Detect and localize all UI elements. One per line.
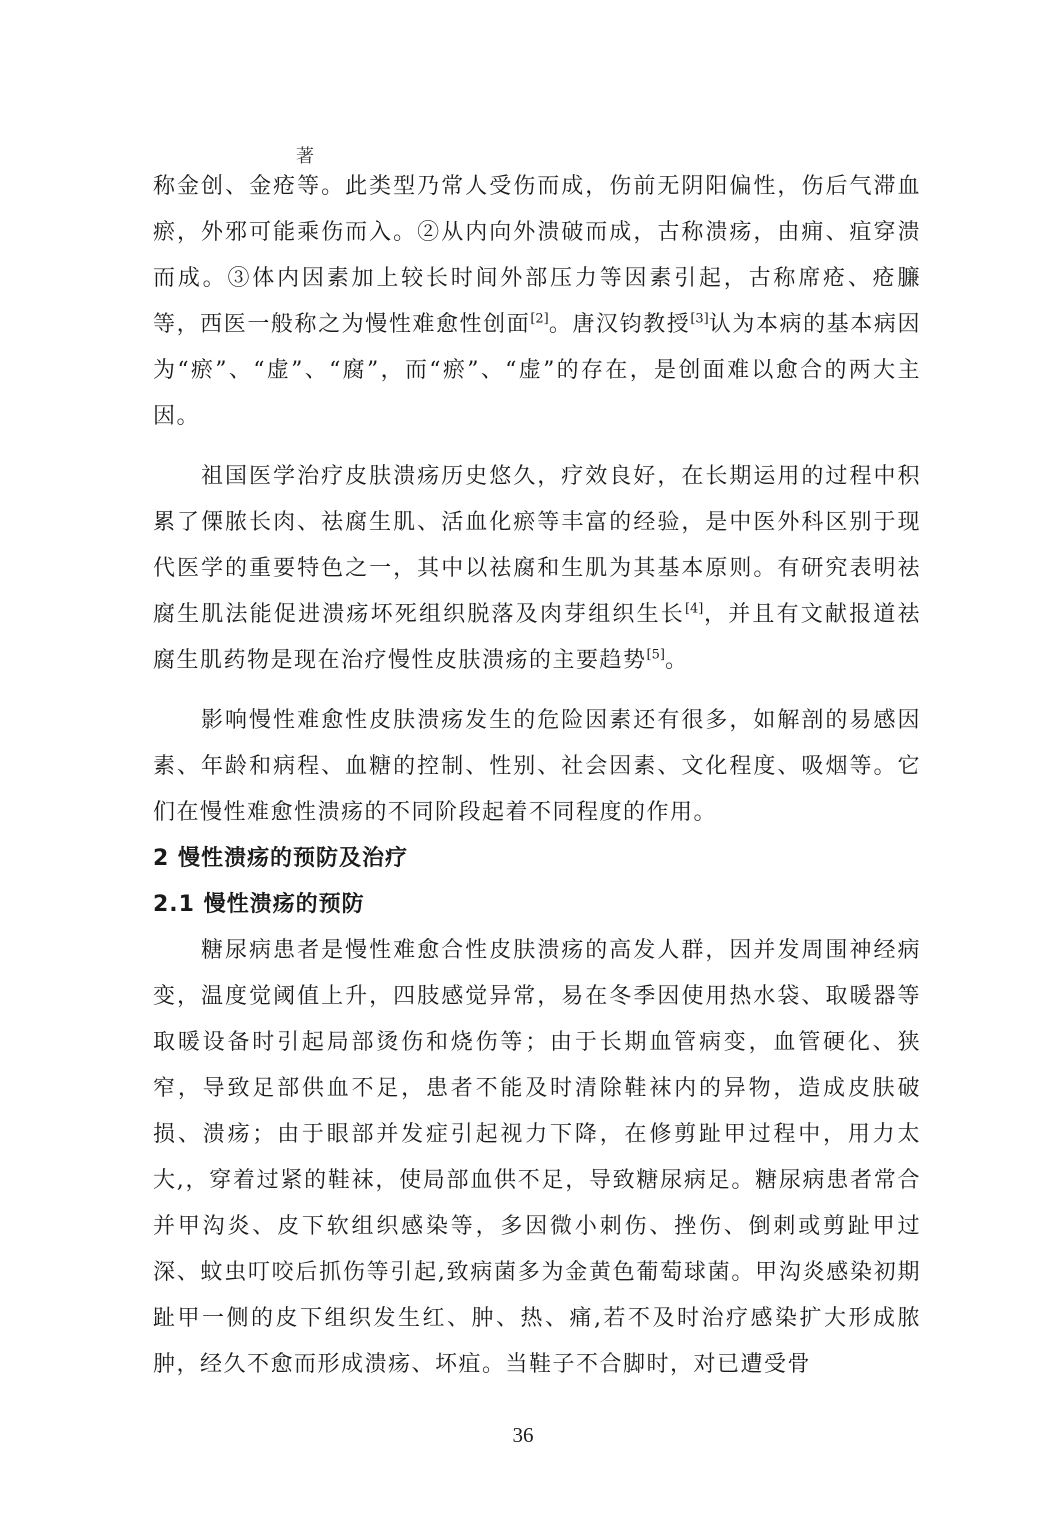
paragraph-text: 祖国医学治疗皮肤溃疡历史悠久，疗效良好，在长期运用的过程中积累了傈脓长肉、祛腐生肌、活血化瘀等丰富的经验，是中医外科区别于现代医学的重要特色之一，其中以祛腐和生肌为其基本原则。有研究表明祛腐生肌法能促进溃疡坏死组织脱落及肉芽组织生长: [153, 464, 921, 627]
page-body: [153, 164, 921, 1388]
paragraph-text: 。唐汉钧教授: [548, 312, 691, 337]
page-number: 36: [512, 1423, 534, 1447]
citation-ref: [3]: [690, 311, 709, 327]
citation-ref: [4]: [684, 601, 704, 617]
paragraph-text: 认为本病的基本病因为“瘀”、“虚”、“腐”，而“瘀”、“虚”的存在，是创面难以愈合的两大主因。: [153, 312, 921, 429]
paragraph-diabetic-ulcer: 糖尿病患者是慢性难愈合性皮肤溃疡的高发人群，因并发周围神经病变，温度觉阈值上升，四肢感觉异常，易在冬季因使用热水袋、取暖器等取暖设备时引起局部烫伤和烧伤等；由于长期血管病变，血管硬化、狭窄，导致足部供血不足，患者不能及时清除鞋袜内的异物，造成皮肤破损、溃疡；由于眼部并发症引起视力下降，在修剪趾甲过程中，用力太大,，穿着过紧的鞋袜，使局部血供不足，导致糖尿病足。糖尿病患者常合并甲沟炎、皮下软组织感染等，多因微小刺伤、挫伤、倒刺或剪趾甲过深、蚊虫叮咬后抓伤等引起,致病菌多为金黄色葡萄球菌。甲沟炎感染初期趾甲一侧的皮下组织发生红、肿、热、痛,若不及时治疗感染扩大形成脓肿，经久不愈而形成溃疡、坏疽。当鞋子不合脚时，对已遭受骨: [153, 938, 921, 1377]
subsection-heading: 2.1 慢性溃疡的预防: [153, 892, 365, 917]
citation-ref: [2]: [530, 311, 549, 327]
paragraph-text: 称金创、金疮等。此类型乃常人受伤而成，伤前无阴阳偏性，伤后气滞血瘀，外邪可能乘伤而入。②从内向外溃破而成，古称溃疡，由痈、疽穿溃而成。③体内因素加上较长时间外部压力等因素引起，古称席疮、疮臁等，西医一般称之为慢性难愈性创面: [153, 174, 921, 337]
section-heading: 2 慢性溃疡的预防及治疗: [153, 846, 408, 871]
scan-mark: 著: [296, 146, 314, 167]
paragraph-text: 。: [664, 648, 689, 673]
paragraph-text: ，并且有文献报道祛腐生肌药物是现在治疗慢性皮肤溃疡的主要趋势: [153, 602, 921, 673]
citation-ref: [5]: [646, 647, 665, 663]
paragraph-wound-classification: [153, 164, 921, 440]
paragraph-tcm-treatment: [153, 454, 921, 684]
paragraph-risk-factors: 影响慢性难愈性皮肤溃疡发生的危险因素还有很多，如解剖的易感因素、年龄和病程、血糖的控制、性别、社会因素、文化程度、吸烟等。它们在慢性难愈性溃疡的不同阶段起着不同程度的作用。: [153, 708, 921, 825]
